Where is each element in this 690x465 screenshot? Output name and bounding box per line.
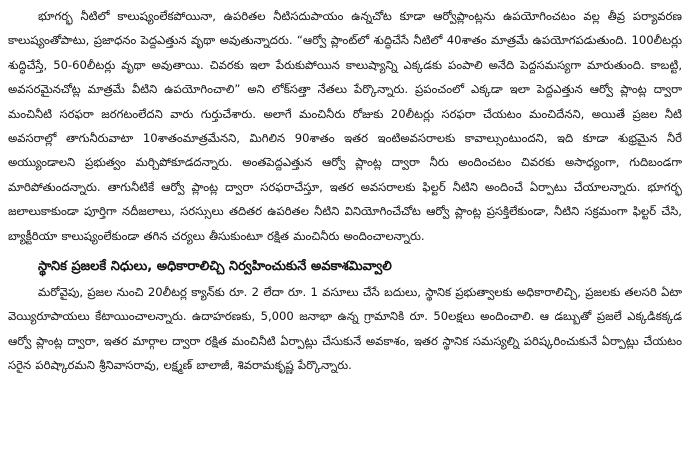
article-paragraph-1: భూగర్భ నీటిలో కాలుష్యంలేకపోయినా, ఉపరితల నీటిసదుపాయం ఉన్నచోట కూడా ఆర్వోప్లాంట్లను ఉపయోగించటం వల్ల తీవ్ర పర్యావరణ కాలుష్యంతోపాటు, ప్రజాధనం పెద్దఎత్తున వృథా అవుతున్నాదరు. “ఆర్వో ప్లాంట్‌లో శుద్ధిచేసే నీటిలో 40శాతం మాత్రమే ఉపయోగపడుతుంది. 100లీటర్లు శుద్ధిచేస్తే, 50-60లీటర్లు వృథా అవుతాయి. చివరకు ఇలా పేరుకుపోయిన కాలుష్యాన్ని ఎక్కడకు పంపాలి అనేది పెద్దసమస్యగా మారుతుంది. కాబట్టి, అవసరమైనచోట్ల మాత్రమే వీటిని ఉపయోగించాలి” అని లోక్‌సత్తా నేతలు పేర్కొన్నారు. ప్రపంచంలో ఎక్కడా ఇలా పెద్దఎత్తున ఆర్వో ప్లాంట్ల ద్వారా మంచినీటి సరఫరా జరగటంలేదని వారు గుర్తుచేశారు. అలాగే మంచినీరు రోజుకు 20లీటర్లు సరఫరా చేయటం మంచిదేనని, అయితే ప్రజల నీటి అవసరాల్లో తాగునీరువాటా 10శాతంమాత్రమేనని, మిగిలిన 90శాతం ఇతర ఇంటిఅవసరాలకు కావాల్సుంటుందని, ఇది కూడా శుభ్రమైన నీరే అయ్యుండాలని ప్రభుత్వం మర్చిపోకూడదన్నారు. అంతపెద్దఎత్తున ఆర్వో ప్లాంట్ల ద్వారా నీరు అందించటం చివరకు అసాధ్యంగా, గుదిబండగా మారిపోతుందన్నారు. తాగునీటికే ఆర్వో ప్లాంట్ల ద్వారా సరఫరాచేస్తూ, ఇతర అవసరాలకు ఫిల్టర్ నీటిని అందించే ఏర్పాటు చేయాలన్నారు. భూగర్భ జలాలుకాకుండా పూర్తిగా నదీజలాలు, సరస్సులు తదితర ఉపరితల నీటిని వినియోగించేచోట ఆర్వో ప్లాంట్ల ప్రసక్తిలేకుండా, నీటిని సక్రమంగా ఫిల్టర్ చేసి, బ్యాక్టీరియా కాలుష్యంలేకుండా తగిన చర్యలు తీసుకుంటూ రక్షిత మంచినీరు అందించాలన్నారు. bbox=[8, 9, 682, 243]
section-subheading: స్థానిక ప్రజలకే నిధులు, అధికారాలిచ్చి నిర్వహించుకునే అవకాశమివ్వాలి bbox=[38, 259, 392, 275]
article-paragraph-2: మరోవైపు, ప్రజల నుంచి 20లీటర్ల క్యాన్‌కు రూ. 2 లేదా రూ. 1 వసూలు చేసే బదులు, స్థానిక ప్రభుత్వాలకు అధికారాలిచ్చి, ప్రజలకు తలసరి ఏటా వెయ్యిరూపాయలు కేటాయించాలన్నారు. ఉదాహరణకు, 5,000 జనాభా ఉన్న గ్రామానికి రూ. 50లక్షలు అందించాలి. ఆ డబ్బుతో ప్రజలే ఎక్కడికక్కడ ఆర్వో ప్లాంట్ల ద్వారా, ఇతర మార్గాల ద్వారా రక్షిత మంచినీటి ఏర్పాట్లు చేసుకునే అవకాశం, ఇతర స్థానిక సమస్యల్ని పరిష్కరించుకునే ఏర్పాట్లు చేయటం సరైన పరిష్కారమని శ్రీనివాసరావు, లక్ష్మణ్ బాలాజీ, శివరామకృష్ణ పేర్కొన్నారు. bbox=[8, 285, 682, 373]
